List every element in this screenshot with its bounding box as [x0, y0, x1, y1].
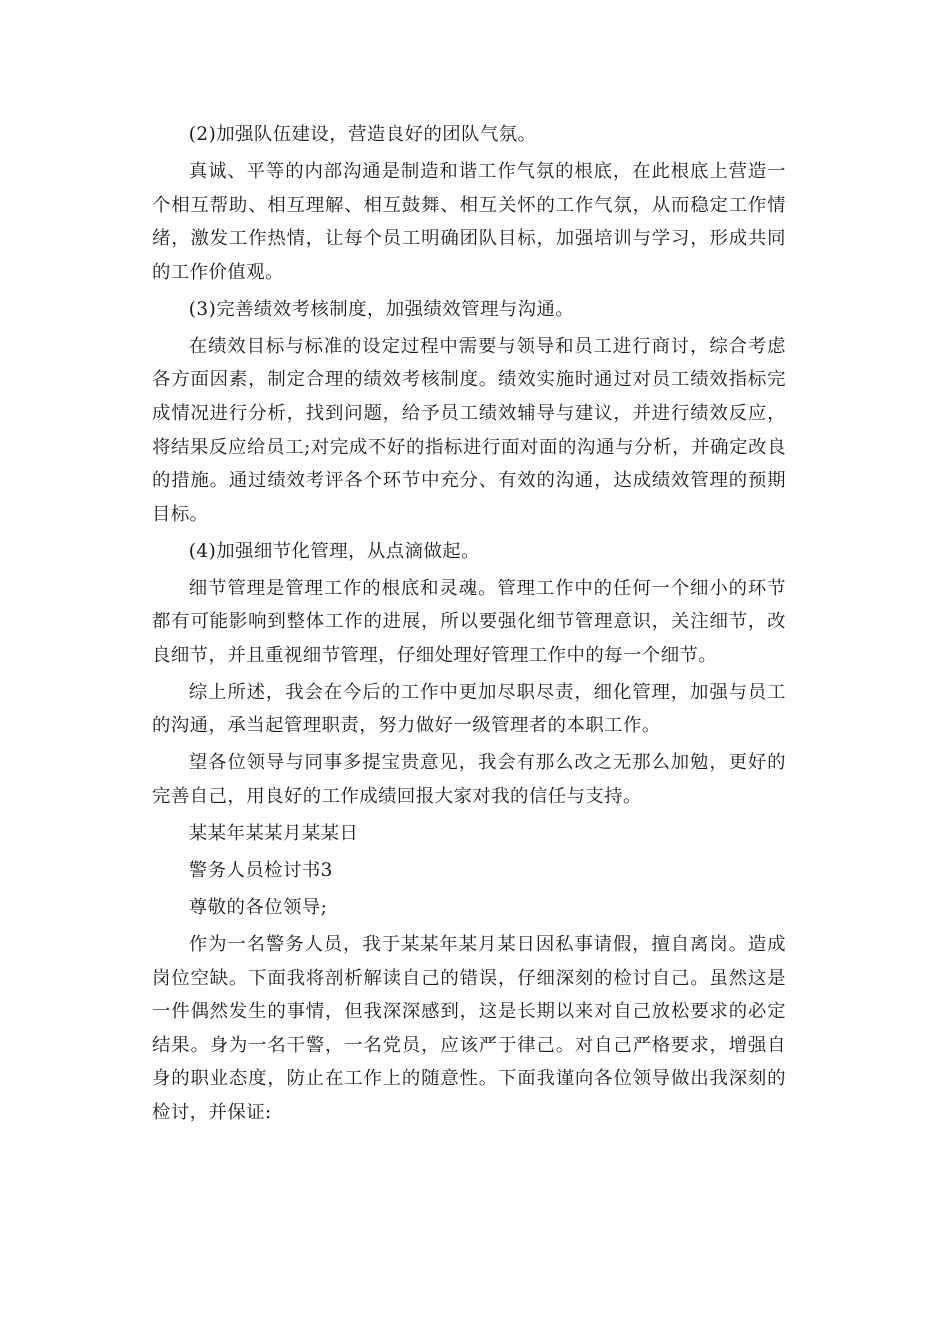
paragraph-team-building: 真诚、平等的内部沟通是制造和谐工作气氛的根底，在此根底上营造一个相互帮助、相互理解、相互鼓舞、相互关怀的工作气氛，从而稳定工作情绪，激发工作热情，让每个员工明确团队目标，加强培训与学习，形成共同的工作价值观。	[152, 160, 786, 283]
paragraph-detail-management: 细节管理是管理工作的根底和灵魂。管理工作中的任何一个细小的环节都有可能影响到整体工作的进展，所以要强化细节管理意识，关注细节，改良细节，并且重视细节管理，仔细处理好管理工作中的每一个细节。	[152, 577, 786, 666]
salutation: 尊敬的各位领导;	[188, 896, 328, 918]
date-line: 某某年某某月某某日	[188, 823, 359, 844]
paragraph-summary: 综上所述，我会在今后的工作中更加尽职尽责，细化管理，加强与员工的沟通，承当起管理职责，努力做好一级管理者的本职工作。	[152, 681, 786, 737]
paragraph-performance: 在绩效目标与标准的设定过程中需要与领导和员工进行商讨，综合考虑各方面因素，制定合理的绩效考核制度。绩效实施时通过对员工绩效指标完成情况进行分析，找到问题，给予员工绩效辅导与建议，并进行绩效反应，将结果反应给员工;对完成不好的指标进行面对面的沟通与分析，并确定改良的措施。通过绩效考评各个环节中充分、有效的沟通，达成绩效管理的预期目标。	[152, 335, 786, 525]
section-title: 警务人员检讨书3	[188, 859, 333, 881]
paragraph-closing: 望各位领导与同事多提宝贵意见，我会有那么改之无那么加勉，更好的完善自己，用良好的工作成绩回报大家对我的信任与支持。	[152, 752, 786, 808]
paragraph-self-review: 作为一名警务人员，我于某某年某月某日因私事请假，擅自离岗。造成岗位空缺。下面我将剖析解读自己的错误，仔细深刻的检讨自己。虽然这是一件偶然发生的事情，但我深深感到，这是长期以来对自己放松要求的必定结果。身为一名干警，一名党员，应该严于律己。对自己严格要求，增强自身的职业态度，防止在工作上的随意性。下面我谨向各位领导做出我深刻的检讨，并保证:	[152, 933, 786, 1123]
paragraph-heading-3: (3)完善绩效考核制度，加强绩效管理与沟通。	[188, 298, 575, 320]
document-body	[152, 118, 786, 1133]
paragraph-heading-2: (2)加强队伍建设，营造良好的团队气氛。	[188, 124, 537, 145]
paragraph-heading-4: (4)加强细节化管理，从点滴做起。	[188, 540, 480, 562]
